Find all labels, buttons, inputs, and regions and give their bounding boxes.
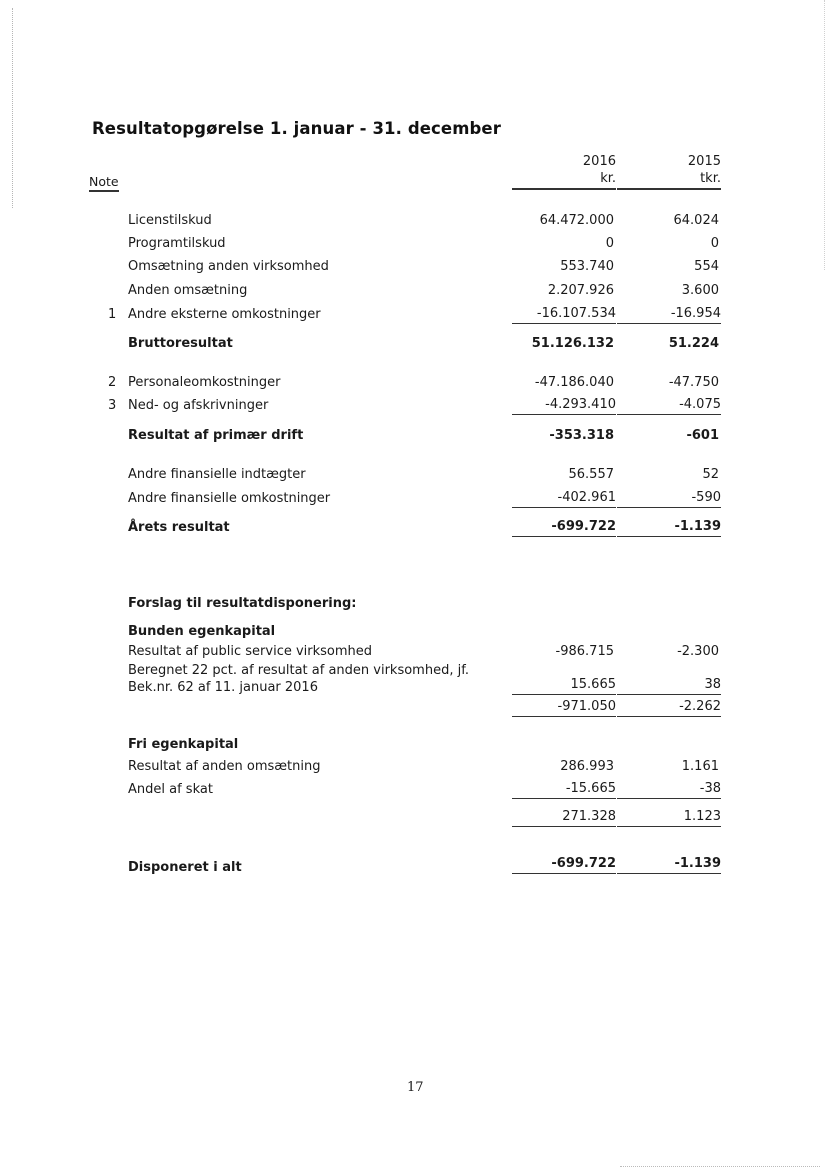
table-row (0, 281, 828, 301)
value-2016: -15.665 (512, 780, 616, 799)
row-label: Personaleomkostninger (128, 375, 281, 390)
subtotal-row-bound-equity (0, 698, 828, 718)
value-2016: 64.472.000 (539, 213, 614, 228)
column-unit: kr. (600, 171, 616, 186)
value-2015: -1.139 (617, 855, 721, 874)
row-label: Andre finansielle omkostninger (128, 491, 331, 506)
value-2015: -590 (617, 489, 721, 508)
value-2016: 553.740 (560, 259, 614, 274)
row-label: Ned- og afskrivninger (128, 398, 269, 413)
value-2016: -971.050 (512, 698, 616, 717)
table-row (0, 234, 828, 254)
column-header-2015 (617, 153, 721, 190)
row-label: Licenstilskud (128, 213, 212, 228)
scan-artifact-left-edge (12, 8, 14, 208)
value-2015: 1.161 (681, 759, 719, 774)
note-ref: 3 (108, 398, 117, 413)
value-2015: 3.600 (681, 283, 719, 298)
row-label: Anden omsætning (128, 283, 248, 298)
row-label: Resultat af anden omsætning (128, 759, 321, 774)
table-row (0, 489, 828, 509)
value-2016: 51.126.132 (531, 336, 614, 351)
note-ref: 1 (108, 307, 117, 322)
value-2015: 64.024 (673, 213, 719, 228)
value-2016: -16.107.534 (512, 305, 616, 324)
row-label: Bruttoresultat (128, 336, 233, 351)
value-2016: -699.722 (512, 518, 616, 537)
value-2016: -402.961 (512, 489, 616, 508)
value-2015: 554 (694, 259, 719, 274)
value-2016: 271.328 (512, 808, 616, 827)
value-2015: -2.262 (617, 698, 721, 717)
value-2015: -4.075 (617, 396, 721, 415)
value-2016: 2.207.926 (547, 283, 614, 298)
table-row (0, 257, 828, 277)
scan-artifact-bottom-edge (620, 1166, 820, 1168)
table-row (0, 676, 828, 696)
row-label: Disponeret i alt (128, 860, 242, 875)
subtotal-row-free-equity (0, 808, 828, 828)
bound-equity-heading: Bunden egenkapital (128, 624, 276, 639)
table-row (0, 396, 828, 416)
value-2015: -16.954 (617, 305, 721, 324)
value-2016: 286.993 (560, 759, 614, 774)
value-2016: -4.293.410 (512, 396, 616, 415)
value-2016: -699.722 (512, 855, 616, 874)
value-2015: 0 (710, 236, 719, 251)
free-equity-heading: Fri egenkapital (128, 737, 239, 752)
row-label: Andel af skat (128, 782, 213, 797)
table-row (0, 780, 828, 800)
value-2016: 0 (605, 236, 614, 251)
value-2015: -1.139 (617, 518, 721, 537)
value-2016: -986.715 (555, 644, 614, 659)
value-2016: 56.557 (568, 467, 614, 482)
row-label-multiline: Beregnet 22 pct. af resultat af anden virksomhed, jf. Bek.nr. 62 af 11. januar 2016 (128, 663, 469, 695)
table-row (0, 373, 828, 393)
value-2015: -601 (686, 428, 719, 443)
subtotal-row-primaer-drift (0, 426, 828, 446)
page-title: Resultatopgørelse 1. januar - 31. december (92, 119, 501, 138)
row-label: Andre eksterne omkostninger (128, 307, 321, 322)
value-2015: 52 (702, 467, 719, 482)
page-number: 17 (407, 1080, 424, 1095)
value-2015: -47.750 (668, 375, 719, 390)
column-year: 2015 (687, 154, 721, 169)
subtotal-row-bruttoresultat (0, 334, 828, 354)
value-2015: 1.123 (617, 808, 721, 827)
table-row (0, 211, 828, 231)
row-label: Årets resultat (128, 520, 230, 535)
row-label: Omsætning anden virksomhed (128, 259, 329, 274)
value-2016: -47.186.040 (534, 375, 614, 390)
column-header-2016 (512, 153, 616, 190)
total-row-arets-resultat (0, 518, 828, 538)
column-year: 2016 (582, 154, 616, 169)
table-row (0, 465, 828, 485)
table-row (0, 757, 828, 777)
value-2016: -353.318 (549, 428, 614, 443)
row-label: Andre finansielle indtægter (128, 467, 306, 482)
total-row-disponeret (0, 855, 828, 875)
table-row (0, 642, 828, 662)
value-2015: -2.300 (677, 644, 719, 659)
row-label: Resultat af public service virksomhed (128, 644, 373, 659)
value-2015: 38 (617, 676, 721, 695)
note-column-header: Note (89, 175, 119, 192)
value-2016: 15.665 (512, 676, 616, 695)
value-2015: 51.224 (668, 336, 719, 351)
row-label: Programtilskud (128, 236, 226, 251)
note-ref: 2 (108, 375, 117, 390)
row-label: Resultat af primær drift (128, 428, 304, 443)
value-2015: -38 (617, 780, 721, 799)
appropriation-heading: Forslag til resultatdisponering: (128, 596, 357, 611)
column-unit: tkr. (700, 171, 721, 186)
table-row (0, 305, 828, 325)
